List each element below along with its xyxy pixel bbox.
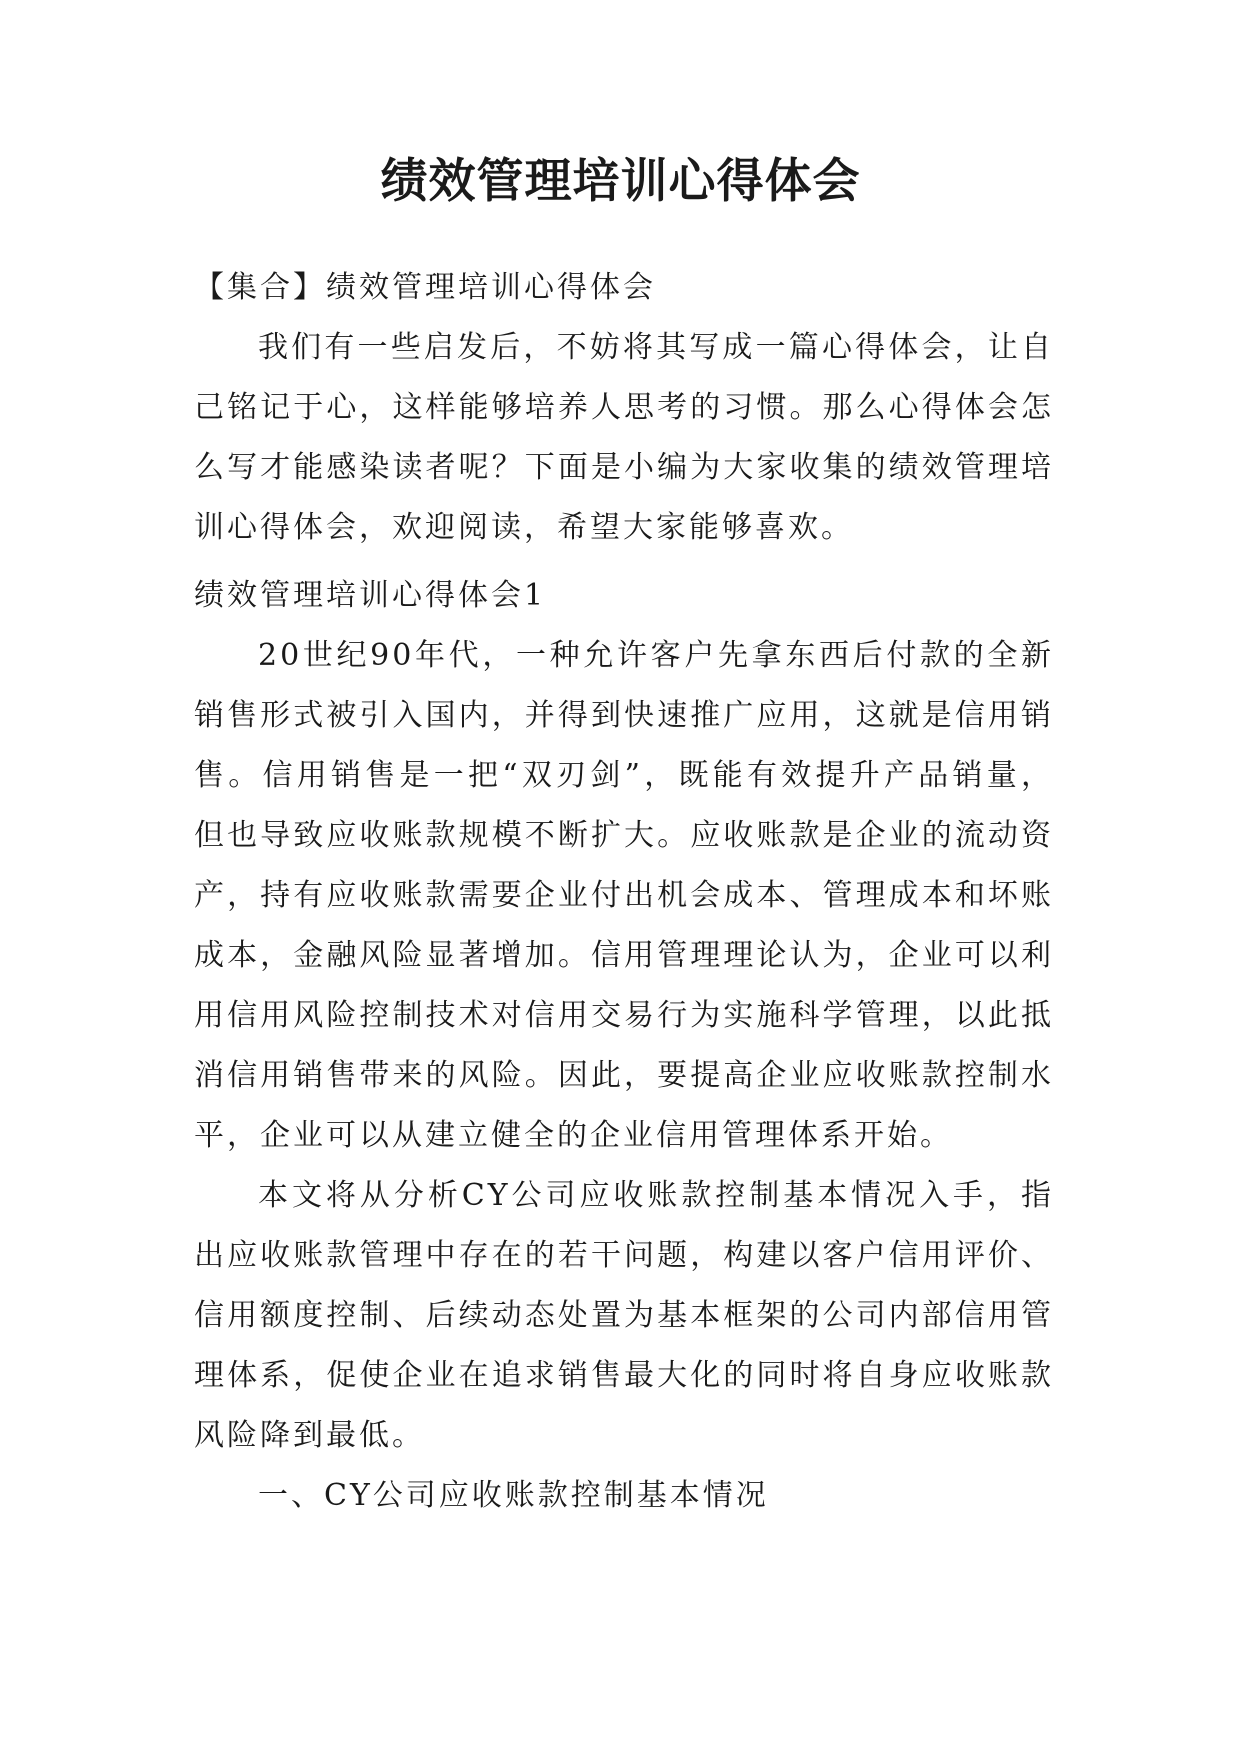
body-paragraph-2: 本文将从分析CY公司应收账款控制基本情况入手，指出应收账款管理中存在的若干问题，构建以客户信用评价、信用额度控制、后续动态处置为基本框架的公司内部信用管理体系，促使企业在追求销售最大化的同时将自身应收账款风险降到最低。 [194, 1178, 1054, 1453]
body-paragraph-1: 20世纪90年代，一种允许客户先拿东西后付款的全新销售形式被引入国内，并得到快速推广应用，这就是信用销售。信用销售是一把“双刃剑”，既能有效提升产品销量，但也导致应收账款规模不断扩大。应收账款是企业的流动资产，持有应收账款需要企业付出机会成本、管理成本和坏账成本，金融风险显著增加。信用管理理论认为，企业可以利用信用风险控制技术对信用交易行为实施科学管理，以此抵消信用销售带来的风险。因此，要提高企业应收账款控制水平，企业可以从建立健全的企业信用管理体系开始。 [194, 638, 1054, 1153]
section-heading: 绩效管理培训心得体会1 [194, 578, 547, 613]
intro-block [194, 258, 1054, 558]
section-block [194, 566, 1054, 1526]
document-title: 绩效管理培训心得体会 [380, 154, 861, 209]
subheading-1: 一、CY公司应收账款控制基本情况 [258, 1478, 769, 1513]
collection-heading: 【集合】绩效管理培训心得体会 [194, 270, 656, 305]
intro-paragraph: 我们有一些启发后，不妨将其写成一篇心得体会，让自己铭记于心，这样能够培养人思考的习惯。那么心得体会怎么写才能感染读者呢？下面是小编为大家收集的绩效管理培训心得体会，欢迎阅读，希望大家能够喜欢。 [194, 330, 1054, 545]
